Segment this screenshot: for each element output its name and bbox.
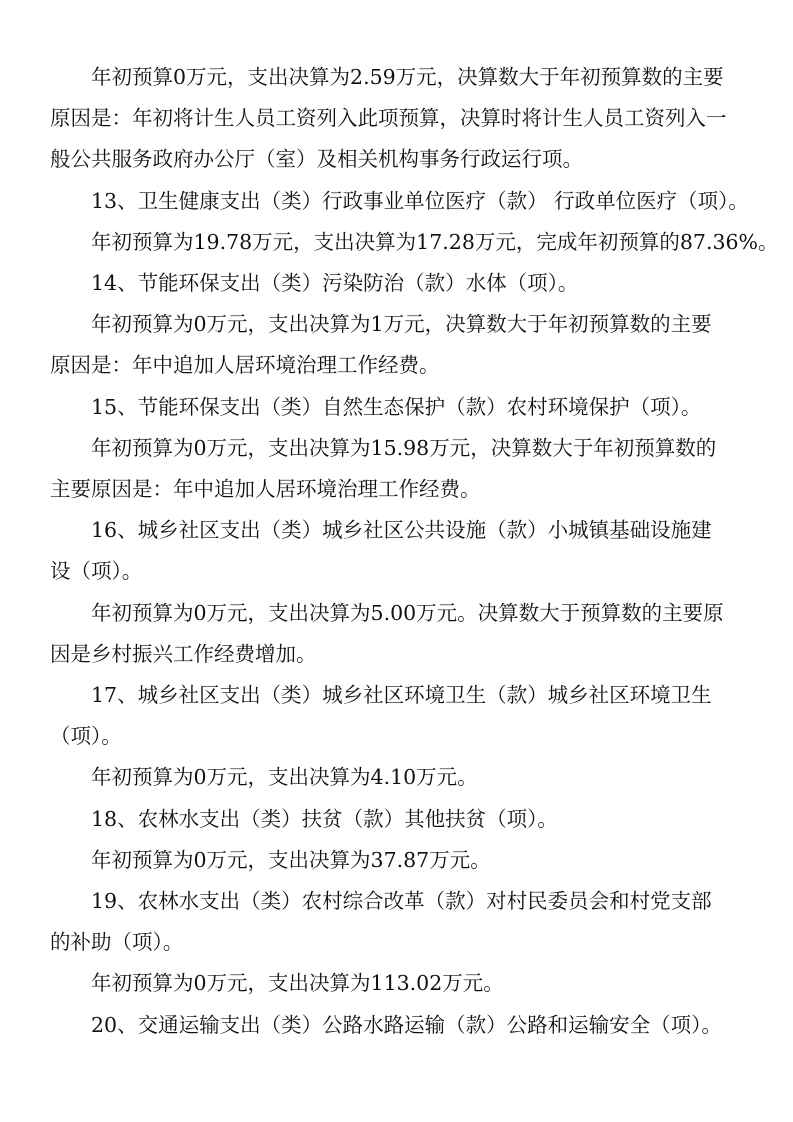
paragraph [50,593,741,675]
text-line: 主要原因是：年中追加人居环境治理工作经费。 [50,477,481,502]
paragraph [50,428,741,510]
text-line: 年初预算为0万元，支出决算为1万元，决算数大于年初预算数的主要 [91,312,712,337]
paragraph [50,57,741,181]
paragraph [50,963,741,1004]
text-line: 18、农林水支出（类）扶贫（款）其他扶贫（项）。 [91,806,558,831]
paragraph [50,757,741,798]
text-line: 年初预算为0万元，支出决算为113.02万元。 [91,971,504,996]
paragraph [50,799,741,840]
document-body [50,57,779,1046]
text-line: 般公共服务政府办公厅（室）及相关机构事务行政运行项。 [50,147,583,172]
text-line: 13、卫生健康支出（类）行政事业单位医疗（款） 行政单位医疗（项）。 [91,188,749,213]
text-line: 17、城乡社区支出（类）城乡社区环境卫生（款）城乡社区环境卫生 [91,683,712,708]
paragraph [50,387,741,428]
text-line: 设（项）。 [50,559,143,584]
text-line: 年初预算为19.78万元，支出决算为17.28万元，完成年初预算的87.36%。 [91,229,779,254]
paragraph [50,1005,741,1046]
text-line: 年初预算为0万元，支出决算为15.98万元，决算数大于年初预算数的 [91,435,717,460]
text-line: 年初预算0万元，支出决算为2.59万元，决算数大于年初预算数的主要 [91,65,724,89]
text-line: 原因是：年初将计生人员工资列入此项预算，决算时将计生人员工资列入一 [50,106,727,131]
text-line: 15、节能环保支出（类）自然生态保护（款）农村环境保护（项）。 [91,394,702,419]
text-line: 20、交通运输支出（类）公路水路运输（款）公路和运输安全（项）。 [91,1012,722,1037]
paragraph [50,181,749,222]
text-line: 因是乡村振兴工作经费增加。 [50,641,317,666]
paragraph [50,304,741,386]
paragraph [50,222,779,263]
text-line: 原因是：年中追加人居环境治理工作经费。 [50,353,440,378]
text-line: 的补助（项）。 [50,930,184,955]
text-line: 19、农林水支出（类）农村综合改革（款）对村民委员会和村党支部 [91,889,712,914]
text-line: 年初预算为0万元，支出决算为5.00万元。决算数大于预算数的主要原 [91,600,724,625]
paragraph [50,881,741,963]
text-line: 16、城乡社区支出（类）城乡社区公共设施（款）小城镇基础设施建 [91,518,712,543]
paragraph [50,510,741,592]
text-line: 年初预算为0万元，支出决算为37.87万元。 [91,847,491,872]
paragraph [50,675,741,757]
text-line: 14、节能环保支出（类）污染防治（款）水体（项）。 [91,271,579,296]
text-line: （项）。 [50,724,122,749]
paragraph [50,263,741,304]
paragraph [50,840,741,881]
text-line: 年初预算为0万元，支出决算为4.10万元。 [91,765,478,790]
